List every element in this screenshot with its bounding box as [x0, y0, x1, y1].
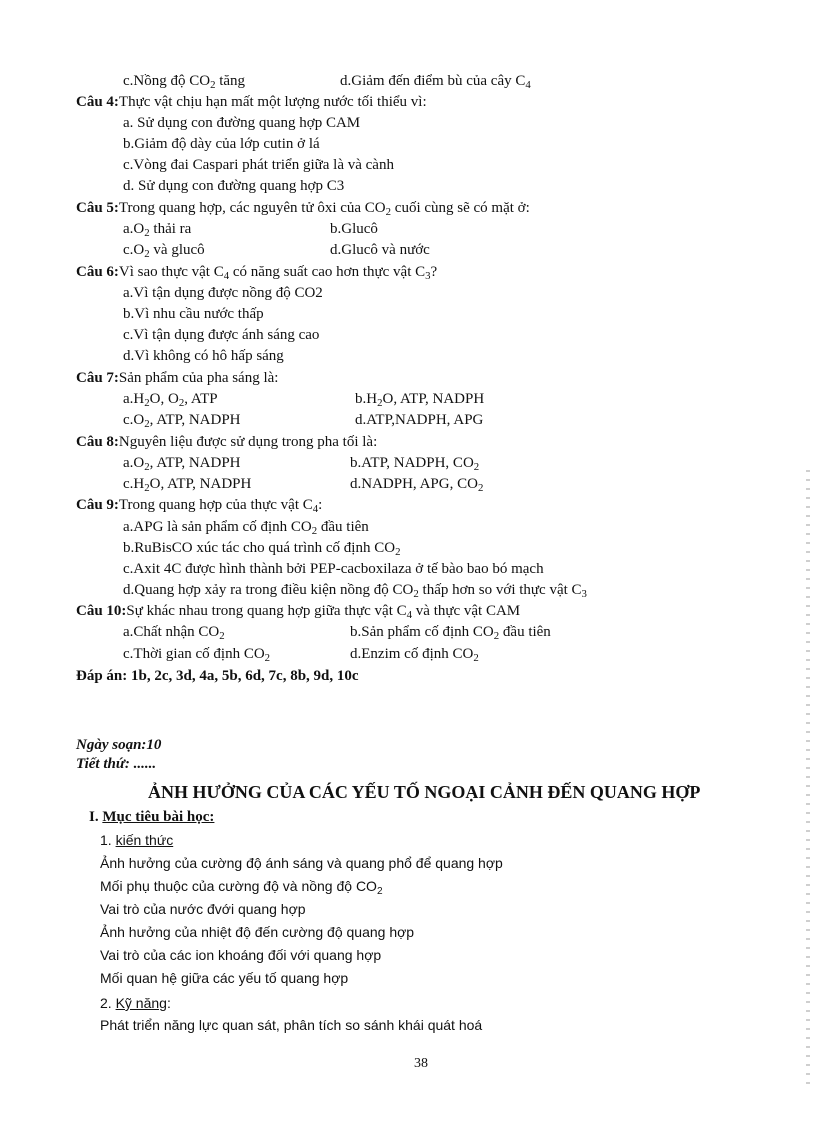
q8-option-b: b.ATP, NADPH, $CO_2$ [350, 455, 480, 474]
q6-option-a: a.Vì tận dụng được nồng độ CO2 [123, 285, 323, 301]
q10-option-c: c.Thời gian cố định $CO_2$ [123, 646, 271, 665]
q4-question: Câu 4:Thực vật chịu hạn mất một lượng nước tối thiểu vì: [76, 94, 427, 110]
q8-option-c: $c.H_2O$, ATP, NADPH [123, 476, 252, 495]
knowledge-item: Mối phụ thuộc của cường độ và nồng độ $CO_2$ [100, 878, 383, 897]
q4-option-b: b.Giảm độ dày của lớp cutin ở lá [123, 136, 320, 152]
skills-item: Phát triển năng lực quan sát, phân tích so sánh khái quát hoá [100, 1017, 483, 1033]
knowledge-item: Ảnh hưởng của cường độ ánh sáng và quang phổ để quang hợp [100, 855, 503, 871]
q7-option-a: $a.H_2O$, $O_2$, ATP [123, 391, 218, 410]
q5-question: Câu 5:Trong quang hợp, các nguyên tử ôxi của $CO_2$ cuối cùng sẽ có mặt ở: [76, 200, 530, 219]
subsection-skills: 2. Kỹ năng: [100, 995, 171, 1011]
lesson-date: Ngày soạn:10 [76, 737, 162, 753]
q9-question: Câu 9:Trong quang hợp của thực vật $C_4$: [76, 497, 323, 516]
q9-option-c: c.Axit 4C được hình thành bởi PEP-cacboxilaza ở tế bào bao bó mạch [123, 561, 544, 577]
q7-option-d: d.ATP,NADPH, APG [355, 412, 484, 428]
lesson-period: Tiết thứ: ...... [76, 756, 157, 772]
page-number: 38 [414, 1056, 428, 1071]
q10-option-a: a.Chất nhận $CO_2$ [123, 624, 225, 643]
q7-question: Câu 7:Sản phẩm của pha sáng là: [76, 370, 279, 386]
q8-question: Câu 8:Nguyên liệu được sử dụng trong pha tối là: [76, 434, 378, 450]
q10-option-b: b.Sản phẩm cố định $CO_2$ đầu tiên [350, 624, 551, 643]
q9-option-d: d.Quang hợp xảy ra trong điều kiện nồng độ $CO_2$ thấp hơn so với thực vật $C_3$ [123, 582, 587, 601]
q7-option-c: $c.O_2$, ATP, NADPH [123, 412, 241, 431]
q9-option-b: b.RuBisCO xúc tác cho quá trình cố định $CO_2$ [123, 540, 401, 559]
q9-option-a: a.APG là sản phẩm cố định $CO_2$ đầu tiên [123, 519, 369, 538]
lesson-title: ẢNH HƯỞNG CỦA CÁC YẾU TỐ NGOẠI CẢNH ĐẾN QUANG HỢP [148, 782, 701, 802]
subsection-knowledge: 1. kiến thức [100, 832, 174, 848]
q5-option-a: $a.O_2$ thải ra [123, 221, 192, 240]
scan-edge-mark [806, 470, 810, 1090]
knowledge-item: Mối quan hệ giữa các yếu tố quang hợp [100, 970, 349, 986]
q5-option-c: $c.O_2$ và glucô [123, 242, 205, 261]
q3-option-c: c.Nồng độ $CO_2$ tăng [123, 73, 246, 92]
q8-option-a: $a.O_2$, ATP, NADPH [123, 455, 241, 474]
q6-option-b: b.Vì nhu cầu nước thấp [123, 306, 264, 322]
q4-option-c: c.Vòng đai Caspari phát triển giữa là và cành [123, 157, 394, 173]
q8-option-d: d.NADPH, APG, $CO_2$ [350, 476, 484, 495]
q10-question: Câu 10:Sự khác nhau trong quang hợp giữa thực vật $C_4$ và thực vật CAM [76, 603, 521, 622]
q4-option-d: d. Sử dụng con đường quang hợp C3 [123, 178, 345, 194]
knowledge-item: Vai trò của các ion khoáng đối với quang hợp [100, 947, 382, 963]
q7-option-b: $b.H_2O$, ATP, NADPH [355, 391, 485, 410]
q10-option-d: d.Enzim cố định $CO_2$ [350, 646, 479, 665]
q6-option-d: d.Vì không có hô hấp sáng [123, 348, 284, 364]
q6-option-c: c.Vì tận dụng được ánh sáng cao [123, 327, 320, 343]
knowledge-item: Ảnh hưởng của nhiệt độ đến cường độ quang hợp [100, 924, 415, 940]
answer-key: Đáp án: 1b, 2c, 3d, 4a, 5b, 6d, 7c, 8b, 9d, 10c [76, 668, 359, 684]
q6-question: Câu 6:Vì sao thực vật $C_4$ có năng suất cao hơn thực vật $C_3$? [76, 264, 438, 283]
q5-option-b: b.Glucô [330, 221, 378, 237]
knowledge-item: Vai trò của nước đvới quang hợp [100, 901, 306, 917]
q5-option-d: d.Glucô và nước [330, 242, 430, 258]
section-objectives: I. Mục tiêu bài học: [89, 809, 215, 825]
q3-option-d: d.Giảm đến điểm bù của cây $C_4$ [340, 73, 531, 92]
q4-option-a: a. Sử dụng con đường quang hợp CAM [123, 115, 361, 131]
